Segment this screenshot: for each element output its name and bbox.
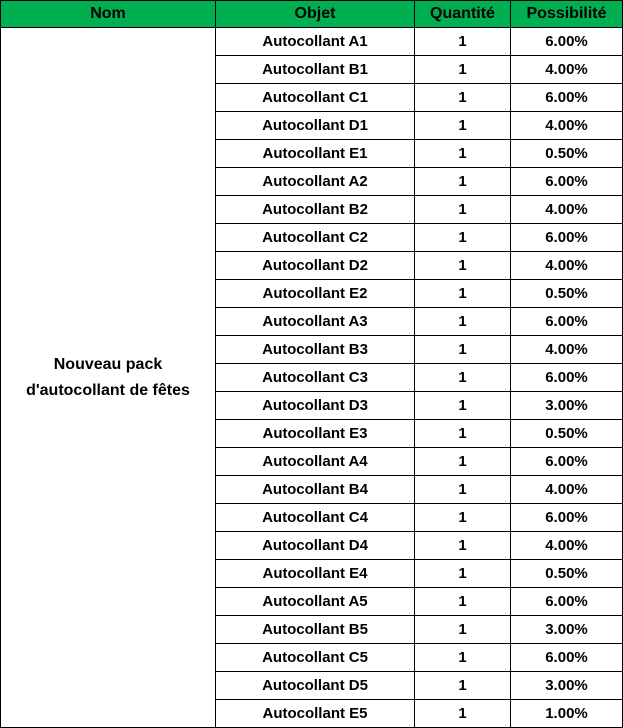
quantity-cell: 1: [415, 168, 511, 196]
item-name-cell: Autocollant D1: [216, 112, 415, 140]
item-name-cell: Autocollant C3: [216, 364, 415, 392]
item-name-cell: Autocollant A3: [216, 308, 415, 336]
item-name-cell: Autocollant B5: [216, 616, 415, 644]
item-name-cell: Autocollant C4: [216, 504, 415, 532]
header-quantite: Quantité: [415, 1, 511, 28]
quantity-cell: 1: [415, 112, 511, 140]
quantity-cell: 1: [415, 560, 511, 588]
quantity-cell: 1: [415, 252, 511, 280]
probability-cell: 3.00%: [511, 392, 623, 420]
item-name-cell: Autocollant E3: [216, 420, 415, 448]
item-name-cell: Autocollant C5: [216, 644, 415, 672]
item-name-cell: Autocollant E4: [216, 560, 415, 588]
item-name-cell: Autocollant C2: [216, 224, 415, 252]
header-objet: Objet: [216, 1, 415, 28]
item-name-cell: Autocollant E2: [216, 280, 415, 308]
probability-cell: 4.00%: [511, 476, 623, 504]
item-name-cell: Autocollant B3: [216, 336, 415, 364]
quantity-cell: 1: [415, 280, 511, 308]
quantity-cell: 1: [415, 56, 511, 84]
probability-cell: 6.00%: [511, 588, 623, 616]
quantity-cell: 1: [415, 336, 511, 364]
probability-cell: 6.00%: [511, 224, 623, 252]
probability-cell: 3.00%: [511, 672, 623, 700]
probability-cell: 0.50%: [511, 420, 623, 448]
quantity-cell: 1: [415, 700, 511, 728]
probability-cell: 6.00%: [511, 28, 623, 56]
probability-cell: 6.00%: [511, 84, 623, 112]
item-name-cell: Autocollant B4: [216, 476, 415, 504]
item-name-cell: Autocollant B2: [216, 196, 415, 224]
quantity-cell: 1: [415, 196, 511, 224]
probability-cell: 0.50%: [511, 560, 623, 588]
table-row: [1, 28, 623, 56]
probability-cell: 6.00%: [511, 448, 623, 476]
pack-name-cell: Nouveau pack d'autocollant de fêtes: [1, 28, 216, 728]
quantity-cell: 1: [415, 224, 511, 252]
probability-cell: 3.00%: [511, 616, 623, 644]
probability-cell: 0.50%: [511, 140, 623, 168]
item-name-cell: Autocollant A1: [216, 28, 415, 56]
quantity-cell: 1: [415, 140, 511, 168]
header-row: [1, 1, 623, 28]
probability-cell: 4.00%: [511, 532, 623, 560]
quantity-cell: 1: [415, 308, 511, 336]
probability-cell: 4.00%: [511, 336, 623, 364]
probability-cell: 1.00%: [511, 700, 623, 728]
probability-cell: 6.00%: [511, 504, 623, 532]
item-name-cell: Autocollant A4: [216, 448, 415, 476]
quantity-cell: 1: [415, 364, 511, 392]
item-name-cell: Autocollant A5: [216, 588, 415, 616]
quantity-cell: 1: [415, 420, 511, 448]
quantity-cell: 1: [415, 448, 511, 476]
item-name-cell: Autocollant E1: [216, 140, 415, 168]
probability-cell: 6.00%: [511, 644, 623, 672]
quantity-cell: 1: [415, 84, 511, 112]
probability-cell: 6.00%: [511, 168, 623, 196]
probability-cell: 6.00%: [511, 364, 623, 392]
probability-cell: 4.00%: [511, 112, 623, 140]
quantity-cell: 1: [415, 672, 511, 700]
quantity-cell: 1: [415, 616, 511, 644]
quantity-cell: 1: [415, 644, 511, 672]
quantity-cell: 1: [415, 588, 511, 616]
probability-cell: 4.00%: [511, 56, 623, 84]
header-nom: Nom: [1, 1, 216, 28]
table-header: [1, 1, 623, 28]
quantity-cell: 1: [415, 28, 511, 56]
probability-cell: 4.00%: [511, 252, 623, 280]
quantity-cell: 1: [415, 476, 511, 504]
quantity-cell: 1: [415, 392, 511, 420]
item-name-cell: Autocollant D4: [216, 532, 415, 560]
table-body: [1, 28, 623, 728]
item-name-cell: Autocollant A2: [216, 168, 415, 196]
item-name-cell: Autocollant B1: [216, 56, 415, 84]
item-name-cell: Autocollant D5: [216, 672, 415, 700]
quantity-cell: 1: [415, 532, 511, 560]
probability-cell: 6.00%: [511, 308, 623, 336]
item-name-cell: Autocollant D2: [216, 252, 415, 280]
item-name-cell: Autocollant C1: [216, 84, 415, 112]
item-name-cell: Autocollant E5: [216, 700, 415, 728]
quantity-cell: 1: [415, 504, 511, 532]
probability-cell: 4.00%: [511, 196, 623, 224]
probability-cell: 0.50%: [511, 280, 623, 308]
header-possibilite: Possibilité: [511, 1, 623, 28]
item-name-cell: Autocollant D3: [216, 392, 415, 420]
